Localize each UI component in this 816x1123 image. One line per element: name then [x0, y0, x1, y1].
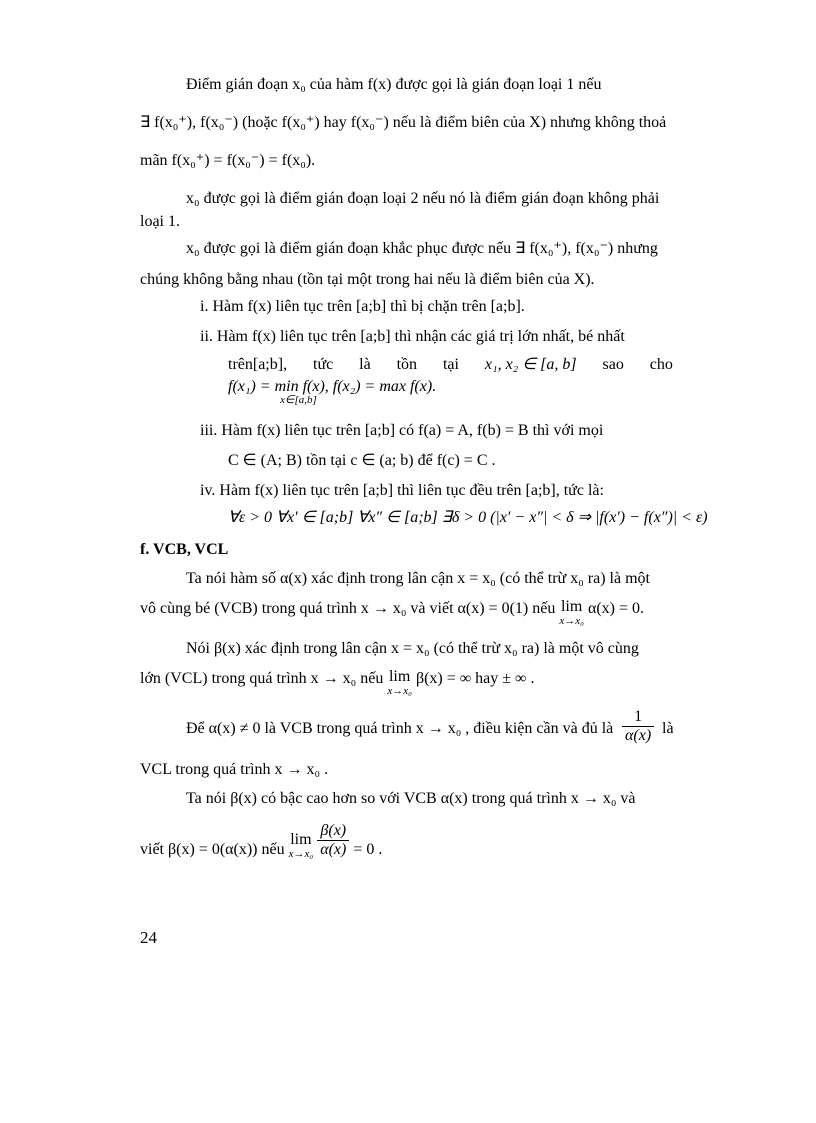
page-number-text: 24 [140, 928, 157, 947]
limit [387, 669, 412, 697]
text-l14: iv. Hàm f(x) liên tục trên [a;b] thì liên tục đều trên [a;b], tức là: [200, 482, 604, 499]
text-l4: x₀ được gọi là điểm gián đoạn loại 2 nếu nó là điểm gián đoạn không phải [186, 190, 660, 207]
text-l11-sub: x∈[a,b] [280, 394, 317, 406]
lim-word: lim [290, 831, 312, 848]
fraction-denominator: α(x) [625, 727, 652, 744]
lim-sub: x→x₀ [387, 685, 412, 697]
list-item-iii [200, 421, 603, 441]
para-line-5 [140, 212, 180, 232]
para-line-17 [140, 599, 644, 627]
para-line-6 [186, 239, 658, 259]
limit [559, 599, 584, 627]
text-l7: chúng không bằng nhau (tồn tại một trong hai nếu là điểm biên của X). [140, 271, 595, 288]
text-l21: VCL trong quá trình x → x₀ . [140, 761, 329, 778]
word: tại [442, 356, 459, 373]
section-heading [140, 540, 228, 560]
fraction-numerator: β(x) [317, 822, 349, 841]
text-l3: mãn f(x₀⁺) = f(x₀⁻) = f(x₀). [140, 152, 316, 169]
para-line-21 [140, 760, 328, 780]
para-line-4 [186, 189, 659, 209]
para-line-7 [140, 270, 595, 290]
text-l17a: vô cùng bé (VCB) trong quá trình x → x₀ và viết α(x) = 0(1) nếu [140, 600, 560, 617]
text-l8: i. Hàm f(x) liên tục trên [a;b] thì bị chặn trên [a;b]. [200, 298, 525, 315]
para-line-3 [140, 151, 315, 171]
lim-word: lim [388, 668, 411, 685]
text-l6: x₀ được gọi là điểm gián đoạn khắc phục được nếu ∃ f(x₀⁺), f(x₀⁻) nhưng [186, 240, 658, 257]
text-l9: ii. Hàm f(x) liên tục trên [a;b] thì nhận các giá trị lớn nhất, bé nhất [200, 328, 625, 345]
limit [289, 832, 314, 860]
word: là [359, 356, 371, 373]
text-l1: Điểm gián đoạn x₀ của hàm f(x) được gọi là gián đoạn loại 1 nếu [186, 76, 602, 93]
list-item-i [200, 297, 525, 317]
word: cho [649, 356, 673, 373]
word: sao [602, 356, 624, 373]
text-l13: C ∈ (A; B) tồn tại c ∈ (a; b) để f(c) = C . [228, 452, 496, 469]
text-l12: iii. Hàm f(x) liên tục trên [a;b] có f(a) = A, f(b) = B thì với mọi [200, 422, 604, 439]
para-line-22 [186, 789, 636, 809]
text-l23a: viết β(x) = 0(α(x)) nếu [140, 841, 289, 859]
list-item-ii-line-2 [228, 355, 673, 375]
lim-word: lim [560, 598, 583, 615]
text-l20a: Để α(x) ≠ 0 là VCB trong quá trình x → x₀ , điều kiện cần và đủ là [186, 720, 614, 737]
list-item-iv [200, 481, 604, 501]
word: trên[a;b], [228, 356, 288, 373]
text-l11: f(x₁) = min f(x), f(x₂) = max f(x). [228, 378, 437, 395]
text-l15: ∀ε > 0 ∀x′ ∈ [a;b] ∀x″ ∈ [a;b] ∃δ > 0 (|x′ − x″| < δ ⇒ |f(x′) − f(x″)| < ε) [228, 509, 708, 526]
fraction-numerator: 1 [622, 708, 654, 727]
heading-text: f. VCB, VCL [140, 541, 229, 558]
para-line-19 [140, 669, 534, 697]
word: tức [313, 356, 334, 373]
text-l23b: = 0 . [353, 841, 383, 859]
list-item-ii-formula [228, 377, 436, 397]
list-item-iv-formula [228, 508, 708, 528]
math-x1x2: x₁, x₂ ∈ [a, b] [484, 356, 577, 373]
text-l20b: là [662, 720, 674, 737]
fraction [317, 822, 349, 859]
lim-sub: x→x₀ [559, 615, 584, 627]
para-line-1 [186, 75, 672, 95]
list-item-iii-line-2 [228, 451, 496, 471]
text-l19a: lớn (VCL) trong quá trình x → x₀ nếu [140, 670, 388, 687]
text-l22: Ta nói β(x) có bậc cao hơn so với VCB α(x) trong quá trình x → x₀ và [186, 790, 636, 807]
word: tồn [396, 356, 418, 373]
fraction-denominator: α(x) [320, 841, 347, 858]
text-l18: Nói β(x) xác định trong lân cận x = x₀ (có thể trừ x₀ ra) là một vô cùng [186, 640, 639, 657]
page-number [140, 928, 157, 948]
para-line-20 [186, 719, 613, 739]
text-l5: loại 1. [140, 213, 180, 230]
text-l17b: α(x) = 0. [587, 600, 644, 617]
para-line-16 [186, 569, 650, 589]
para-line-2 [140, 113, 666, 133]
fraction-1-over-alpha [622, 708, 658, 745]
list-item-ii [200, 327, 625, 347]
text-l19b: β(x) = ∞ hay ± ∞ . [415, 670, 535, 687]
para-line-20-end [662, 719, 674, 739]
para-line-18 [186, 639, 639, 659]
para-line-23 [140, 822, 383, 869]
fraction [622, 708, 654, 745]
lim-sub: x→x₀ [288, 848, 314, 860]
text-l16: Ta nói hàm số α(x) xác định trong lân cận x = x₀ (có thể trừ x₀ ra) là một [186, 570, 650, 587]
formula-subscript [280, 394, 317, 406]
text-l2: ∃ f(x₀⁺), f(x₀⁻) (hoặc f(x₀⁺) hay f(x₀⁻) nếu là điểm biên của X) nhưng không thoả [140, 114, 667, 131]
